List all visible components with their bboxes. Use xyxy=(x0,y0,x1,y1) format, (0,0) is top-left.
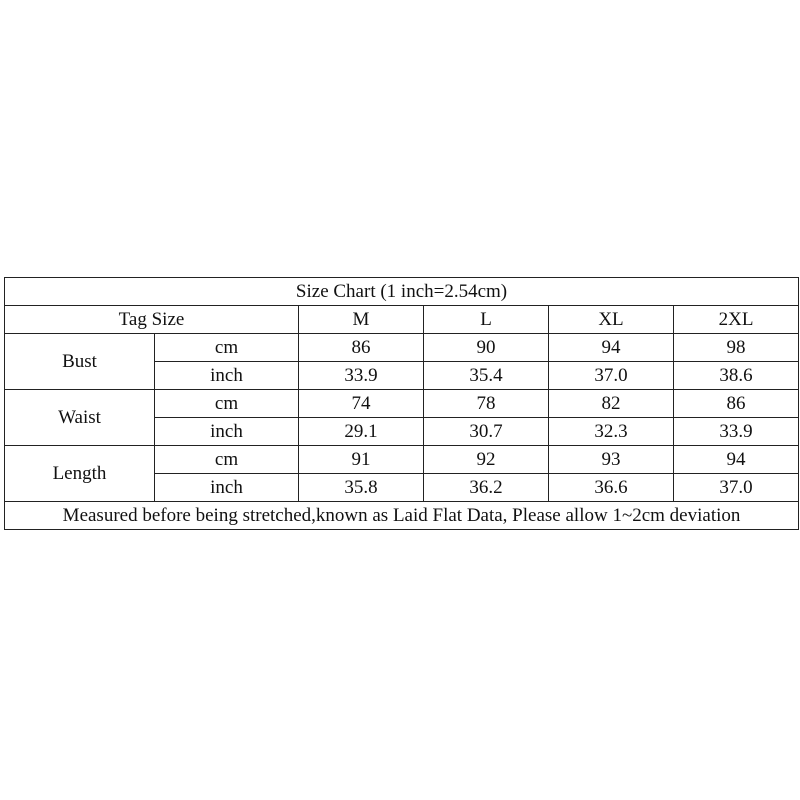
value-cell: 36.2 xyxy=(424,474,549,502)
value-cell: 35.8 xyxy=(299,474,424,502)
size-chart-table xyxy=(4,277,799,530)
value-cell: 74 xyxy=(299,390,424,418)
unit-cell: cm xyxy=(155,334,299,362)
value-cell: 90 xyxy=(424,334,549,362)
note-row xyxy=(5,502,799,530)
value-cell: 92 xyxy=(424,446,549,474)
value-cell: 33.9 xyxy=(299,362,424,390)
value-cell: 94 xyxy=(674,446,799,474)
tag-size-label: Tag Size xyxy=(5,306,299,334)
value-cell: 98 xyxy=(674,334,799,362)
length-cm-row xyxy=(5,446,799,474)
value-cell: 37.0 xyxy=(674,474,799,502)
unit-cell: cm xyxy=(155,446,299,474)
value-cell: 78 xyxy=(424,390,549,418)
measurement-label-length: Length xyxy=(5,446,155,502)
bust-cm-row xyxy=(5,334,799,362)
value-cell: 35.4 xyxy=(424,362,549,390)
unit-cell: inch xyxy=(155,362,299,390)
waist-cm-row xyxy=(5,390,799,418)
size-header-cell: 2XL xyxy=(674,306,799,334)
value-cell: 36.6 xyxy=(549,474,674,502)
measurement-label-bust: Bust xyxy=(5,334,155,390)
unit-cell: inch xyxy=(155,474,299,502)
value-cell: 93 xyxy=(549,446,674,474)
size-header-cell: L xyxy=(424,306,549,334)
value-cell: 82 xyxy=(549,390,674,418)
value-cell: 29.1 xyxy=(299,418,424,446)
value-cell: 91 xyxy=(299,446,424,474)
measurement-note: Measured before being stretched,known as Laid Flat Data, Please allow 1~2cm deviation xyxy=(5,502,799,530)
size-header-cell: XL xyxy=(549,306,674,334)
size-header-row xyxy=(5,306,799,334)
chart-title: Size Chart (1 inch=2.54cm) xyxy=(5,278,799,306)
value-cell: 94 xyxy=(549,334,674,362)
unit-cell: cm xyxy=(155,390,299,418)
measurement-label-waist: Waist xyxy=(5,390,155,446)
value-cell: 37.0 xyxy=(549,362,674,390)
value-cell: 86 xyxy=(674,390,799,418)
unit-cell: inch xyxy=(155,418,299,446)
value-cell: 38.6 xyxy=(674,362,799,390)
value-cell: 86 xyxy=(299,334,424,362)
value-cell: 33.9 xyxy=(674,418,799,446)
title-row xyxy=(5,278,799,306)
value-cell: 32.3 xyxy=(549,418,674,446)
value-cell: 30.7 xyxy=(424,418,549,446)
size-header-cell: M xyxy=(299,306,424,334)
